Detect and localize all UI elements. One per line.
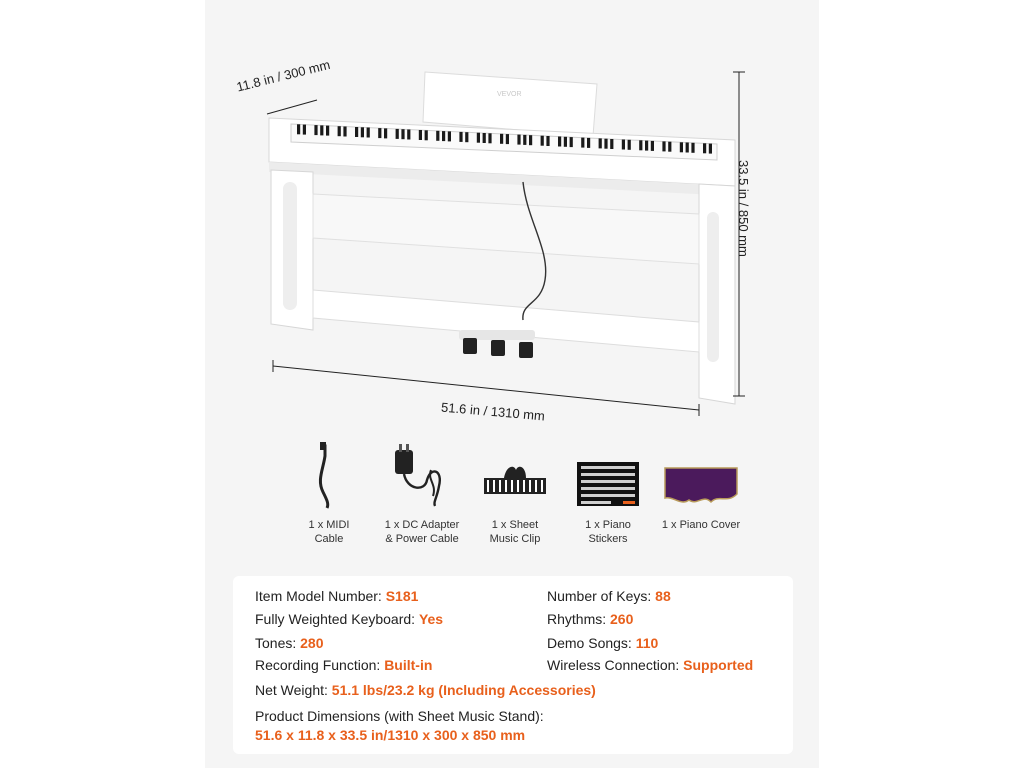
black-key <box>396 129 399 139</box>
black-key <box>581 138 584 148</box>
black-key <box>680 142 683 152</box>
black-key <box>506 134 509 144</box>
black-key <box>367 128 370 138</box>
black-key <box>599 138 602 148</box>
brand-logo-text: VEVOR <box>497 91 522 98</box>
spec-value: 88 <box>655 588 671 604</box>
black-key <box>668 142 671 152</box>
black-key <box>686 143 689 153</box>
black-key <box>564 137 567 147</box>
spec-value: S181 <box>385 588 419 604</box>
spec-value: 110 <box>635 635 659 651</box>
accessory-label-line2: Cable <box>314 533 344 545</box>
accessory-dc-adapter <box>378 440 466 560</box>
black-key <box>622 140 625 150</box>
spec-demo-songs <box>547 635 658 651</box>
spec-label: Rhythms: <box>547 611 607 627</box>
accessory-label-line1: 1 x Sheet <box>491 519 539 531</box>
product-panel <box>205 0 819 768</box>
accessory-piano-stickers <box>564 440 652 560</box>
piano-cover-icon <box>661 440 741 510</box>
black-key <box>338 126 341 136</box>
black-key <box>436 131 439 141</box>
black-key <box>639 140 642 150</box>
black-key <box>442 131 445 141</box>
black-key <box>477 133 480 143</box>
black-key <box>541 136 544 146</box>
midi-cable-icon <box>299 440 359 510</box>
black-key <box>314 125 317 135</box>
black-key <box>425 130 428 140</box>
black-key <box>459 132 462 142</box>
black-key <box>651 141 654 151</box>
spec-label: Tones: <box>255 635 297 651</box>
accessory-sheet-music-clip <box>471 440 559 560</box>
black-key <box>517 135 520 145</box>
spec-label: Item Model Number: <box>255 588 382 604</box>
depth-dimension: 11.8 in / 300 mm <box>235 56 332 95</box>
height-dimension: 33.5 in / 850 mm <box>736 160 751 257</box>
pedal-unit <box>459 330 535 358</box>
black-key <box>645 141 648 151</box>
accessory-label-line2: Stickers <box>588 533 628 545</box>
black-key <box>610 139 613 149</box>
black-key <box>703 143 706 153</box>
spec-product-dimensions-label: Product Dimensions (with Sheet Music Stand): <box>255 708 544 724</box>
spec-value: 260 <box>610 611 634 627</box>
black-key <box>628 140 631 150</box>
spec-value: Yes <box>418 611 444 627</box>
spec-value: 51.1 lbs/23.2 kg (Including Accessories) <box>331 682 596 698</box>
spec-weighted <box>255 611 443 627</box>
black-key <box>488 133 491 143</box>
black-key <box>529 135 532 145</box>
black-key <box>407 130 410 140</box>
black-key <box>297 124 300 134</box>
spec-label: Net Weight: <box>255 682 328 698</box>
accessory-label-line1: 1 x MIDI <box>308 519 350 531</box>
black-key <box>483 133 486 143</box>
power-adapter-icon <box>387 440 457 510</box>
black-key <box>378 128 381 138</box>
spec-label: Number of Keys: <box>547 588 652 604</box>
black-key <box>587 138 590 148</box>
black-key <box>558 137 561 147</box>
accessory-label-line1: 1 x Piano <box>585 519 631 531</box>
black-key <box>343 127 346 137</box>
piano-stickers-icon <box>573 440 643 510</box>
spec-net-weight <box>255 682 596 698</box>
black-key <box>662 141 665 151</box>
accessory-label-line1: 1 x DC Adapter <box>384 519 460 531</box>
spec-rhythms <box>547 611 633 627</box>
black-key <box>419 130 422 140</box>
spec-value: 280 <box>300 635 324 651</box>
spec-value: Built-in <box>384 657 433 673</box>
spec-label: Recording Function: <box>255 657 381 673</box>
specifications-card <box>233 576 793 754</box>
black-key <box>303 125 306 135</box>
spec-wireless <box>547 657 753 673</box>
black-key <box>465 132 468 142</box>
spec-label: Fully Weighted Keyboard: <box>255 611 416 627</box>
spec-product-dimensions-value <box>255 727 525 743</box>
spec-value: Supported <box>683 657 754 673</box>
black-key <box>355 127 358 137</box>
black-key <box>709 144 712 154</box>
black-key <box>326 126 329 136</box>
width-dimension: 51.6 in / 1310 mm <box>440 399 546 424</box>
black-key <box>500 134 503 144</box>
spec-label: Demo Songs: <box>547 635 632 651</box>
spec-model <box>255 588 418 604</box>
spec-keys <box>547 588 671 604</box>
accessory-label-line1: 1 x Piano Cover <box>661 519 741 531</box>
black-key <box>401 129 404 139</box>
black-key <box>361 127 364 137</box>
black-key <box>546 136 549 146</box>
accessories-list <box>285 440 745 560</box>
black-key <box>691 143 694 153</box>
accessory-label-line2: & Power Cable <box>385 533 459 545</box>
black-key <box>320 125 323 135</box>
black-key <box>448 131 451 141</box>
spec-tones <box>255 635 324 651</box>
piano-illustration-area <box>205 0 819 440</box>
spec-label: Wireless Connection: <box>547 657 680 673</box>
accessory-piano-cover <box>657 440 745 560</box>
spec-recording <box>255 657 432 673</box>
sheet-music-clip-icon <box>480 440 550 510</box>
black-key <box>523 135 526 145</box>
accessory-label-line2: Music Clip <box>489 533 541 545</box>
accessory-midi-cable <box>285 440 373 560</box>
black-key <box>604 139 607 149</box>
spec-value: 51.6 x 11.8 x 33.5 in/1310 x 300 x 850 mm <box>255 727 526 743</box>
black-key <box>570 137 573 147</box>
black-key <box>384 128 387 138</box>
